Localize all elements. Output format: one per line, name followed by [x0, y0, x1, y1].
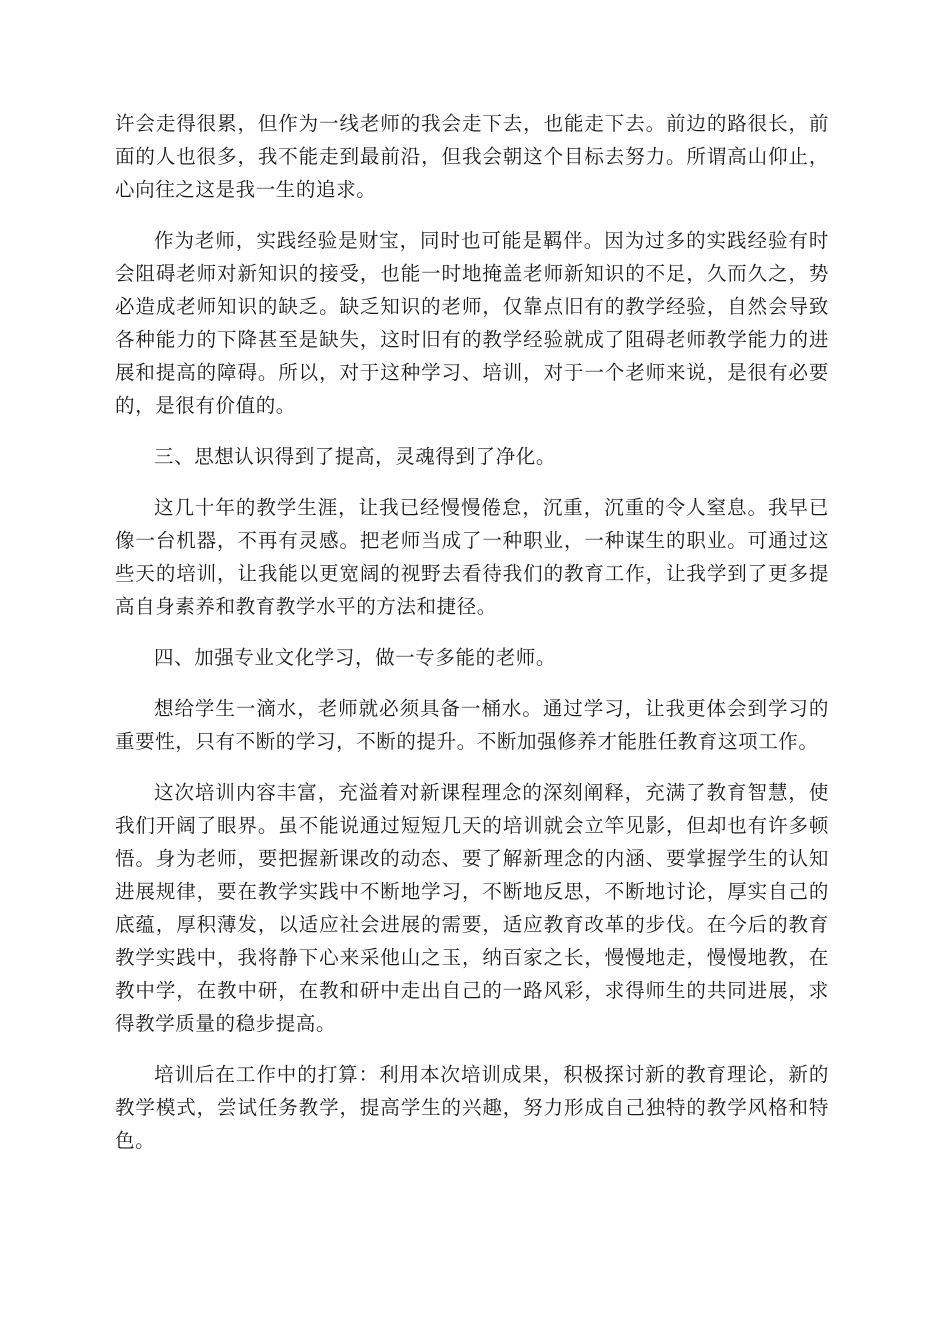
paragraph-training-content: 这次培训内容丰富，充溢着对新课程理念的深刻阐释，充满了教育智慧，使我们开阔了眼界。虽不能说通过短短几天的培训就会立竿见影，但却也有许多顿悟。身为老师，要把握新课改的动态、要了解新理念的内涵、要掌握学生的认知进展规律，要在教学实践中不断地学习，不断地反思，不断地讨论，厚实自己的底蕴，厚积薄发，以适应社会进展的需要，适应教育改革的步伐。在今后的教育教学实践中，我将静下心来采他山之玉，纳百家之长，慢慢地走，慢慢地教，在教中学，在教中研，在教和研中走出自己的一路风彩，求得师生的共同进展，求得教学质量的稳步提高。	[115, 781, 829, 1035]
paragraph-future-plan: 培训后在工作中的打算：利用本次培训成果，积极探讨新的教育理论，新的教学模式，尝试任务教学，提高学生的兴趣，努力形成自己独特的教学风格和特色。	[115, 1063, 829, 1152]
paragraph-bucket-of-water: 想给学生一滴水，老师就必须具备一桶水。通过学习，让我更体会到学习的重要性，只有不断的学习，不断的提升。不断加强修养才能胜任教育这项工作。	[115, 697, 829, 753]
section-heading-four: 四、加强专业文化学习，做一专多能的老师。	[154, 646, 557, 669]
paragraph-practice-experience: 作为老师，实践经验是财宝，同时也可能是羁伴。因为过多的实践经验有时会阻碍老师对新知识的接受，也能一时地掩盖老师新知识的不足，久而久之，势必造成老师知识的缺乏。缺乏知识的老师，仅靠点旧有的教学经验，自然会导致各种能力的下降甚至是缺失，这时旧有的教学经验就成了阻碍老师教学能力的进展和提高的障碍。所以，对于这种学习、培训，对于一个老师来说，是很有必要的，是很有价值的。	[115, 229, 829, 417]
document-body	[115, 107, 829, 1175]
section-heading-three: 三、思想认识得到了提高，灵魂得到了净化。	[154, 445, 557, 468]
paragraph-teaching-career: 这几十年的教学生涯，让我已经慢慢倦怠，沉重，沉重的令人窒息。我早已像一台机器，不再有灵感。把老师当成了一种职业，一种谋生的职业。可通过这些天的培训，让我能以更宽阔的视野去看待我们的教育工作，让我学到了更多提高自身素养和教育教学水平的方法和捷径。	[115, 496, 829, 618]
paragraph-continuation: 许会走得很累，但作为一线老师的我会走下去，也能走下去。前边的路很长，前面的人也很多，我不能走到最前沿，但我会朝这个目标去努力。所谓高山仰止，心向往之这是我一生的追求。	[115, 112, 829, 201]
